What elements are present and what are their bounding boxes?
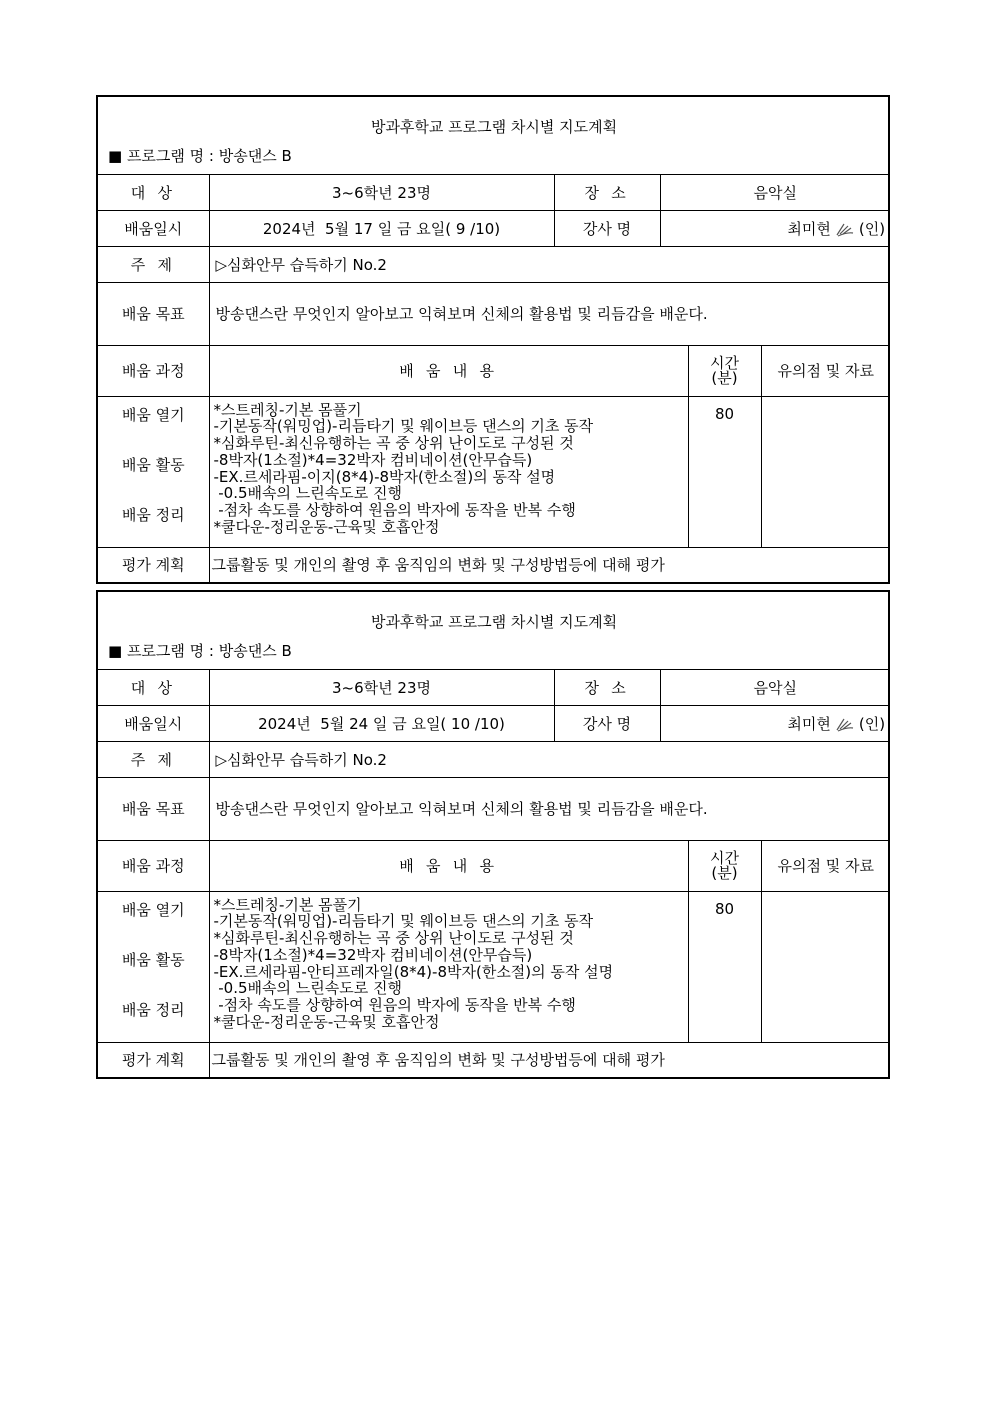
stage-list: [98, 396, 209, 547]
plan-table: [98, 592, 890, 1077]
target-value: 3~6학년 23명: [209, 174, 554, 210]
content-line: -기본동작(워밍업)-리듬타기 및 웨이브등 댄스의 기초 동작: [213, 417, 594, 436]
content-cell: [209, 396, 688, 547]
goal-value: 방송댄스란 무엇인지 알아보고 익혀보며 신체의 활용법 및 리듬감을 배운다.: [209, 282, 890, 345]
teacher-seal: (인): [858, 219, 886, 238]
stage-close: 배움 정리: [121, 1000, 185, 1019]
process-label: 배움 과정: [98, 345, 209, 396]
date-label: 배움일시: [98, 210, 209, 246]
time-header-line1: 시간: [710, 353, 739, 372]
eval-value: 그룹활동 및 개인의 촬영 후 움직임의 변화 및 구성방법등에 대해 평가: [209, 547, 890, 582]
date-label: 배움일시: [98, 705, 209, 741]
content-header: 배 움 내 용: [209, 345, 688, 396]
place-value: 음악실: [660, 669, 890, 705]
program-name: ■ 프로그램 명 : 방송댄스 B: [108, 641, 292, 660]
content-line: -점차 속도를 상향하여 원음의 박자에 동작을 반복 수행: [213, 501, 576, 520]
notes-cell: [761, 396, 890, 547]
teacher-label: 강사 명: [554, 210, 660, 246]
stage-list: [98, 891, 209, 1042]
content-line: *심화루틴-최신유행하는 곡 중 상위 난이도로 구성된 것: [213, 929, 574, 948]
topic-value: ▷심화안무 습득하기 No.2: [209, 741, 890, 777]
signature-icon: [835, 221, 855, 237]
time-value: 80: [688, 396, 761, 547]
notes-header: 유의점 및 자료: [761, 840, 890, 891]
content-header: 배 움 내 용: [209, 840, 688, 891]
content-line: -8박자(1소절)*4=32박자 컴비네이션(안무습득): [213, 450, 533, 469]
content-line: -EX.르세라핌-안티프레자일(8*4)-8박자(한소절)의 동작 설명: [213, 962, 614, 981]
content-line: *스트레칭-기본 몸풀기: [213, 400, 362, 419]
time-value: 80: [688, 891, 761, 1042]
eval-value: 그룹활동 및 개인의 촬영 후 움직임의 변화 및 구성방법등에 대해 평가: [209, 1042, 890, 1077]
teacher-seal: (인): [858, 714, 886, 733]
teacher-name: 최미현: [787, 714, 831, 733]
process-label: 배움 과정: [98, 840, 209, 891]
plan-table: [98, 97, 890, 582]
time-header-line1: 시간: [710, 848, 739, 867]
content-line: *심화루틴-최신유행하는 곡 중 상위 난이도로 구성된 것: [213, 434, 574, 453]
notes-header: 유의점 및 자료: [761, 345, 890, 396]
content-line: -EX.르세라핌-이지(8*4)-8박자(한소절)의 동작 설명: [213, 467, 556, 486]
stage-open: 배움 열기: [121, 405, 185, 424]
signature-icon: [835, 716, 855, 732]
topic-value: ▷심화안무 습득하기 No.2: [209, 246, 890, 282]
eval-label: 평가 계획: [98, 1042, 209, 1077]
goal-label: 배움 목표: [98, 777, 209, 840]
goal-value: 방송댄스란 무엇인지 알아보고 익혀보며 신체의 활용법 및 리듬감을 배운다.: [209, 777, 890, 840]
lesson-plan-2: [96, 590, 890, 1079]
target-label: 대 상: [98, 669, 209, 705]
target-value: 3~6학년 23명: [209, 669, 554, 705]
eval-label: 평가 계획: [98, 547, 209, 582]
teacher-cell: [660, 705, 890, 741]
target-label: 대 상: [98, 174, 209, 210]
time-header: [688, 840, 761, 891]
teacher-cell: [660, 210, 890, 246]
date-value: 2024년 5월 17 일 금 요일( 9 /10): [209, 210, 554, 246]
content-line: *쿨다운-정리운동-근육및 호흡안정: [213, 1013, 440, 1032]
topic-label: 주 제: [98, 246, 209, 282]
stage-activity: 배움 활동: [121, 455, 185, 474]
time-header-line2: (분): [711, 863, 738, 882]
content-line: -8박자(1소절)*4=32박자 컴비네이션(안무습득): [213, 945, 533, 964]
goal-label: 배움 목표: [98, 282, 209, 345]
topic-label: 주 제: [98, 741, 209, 777]
content-line: -점차 속도를 상향하여 원음의 박자에 동작을 반복 수행: [213, 996, 576, 1015]
teacher-name: 최미현: [787, 219, 831, 238]
content-line: -0.5배속의 느린속도로 진행: [213, 484, 402, 503]
content-cell: [209, 891, 688, 1042]
content-line: -기본동작(워밍업)-리듬타기 및 웨이브등 댄스의 기초 동작: [213, 912, 594, 931]
content-line: -0.5배속의 느린속도로 진행: [213, 979, 402, 998]
stage-open: 배움 열기: [121, 900, 185, 919]
time-header-line2: (분): [711, 368, 738, 387]
date-value: 2024년 5월 24 일 금 요일( 10 /10): [209, 705, 554, 741]
place-value: 음악실: [660, 174, 890, 210]
stage-activity: 배움 활동: [121, 950, 185, 969]
place-label: 장 소: [554, 669, 660, 705]
place-label: 장 소: [554, 174, 660, 210]
teacher-label: 강사 명: [554, 705, 660, 741]
content-line: *쿨다운-정리운동-근육및 호흡안정: [213, 518, 440, 537]
lesson-plan-1: [96, 95, 890, 584]
plan-title: 방과후학교 프로그램 차시별 지도계획: [370, 118, 618, 136]
content-line: *스트레칭-기본 몸풀기: [213, 895, 362, 914]
plan-title: 방과후학교 프로그램 차시별 지도계획: [370, 613, 618, 631]
stage-close: 배움 정리: [121, 505, 185, 524]
notes-cell: [761, 891, 890, 1042]
program-name: ■ 프로그램 명 : 방송댄스 B: [108, 146, 292, 165]
time-header: [688, 345, 761, 396]
